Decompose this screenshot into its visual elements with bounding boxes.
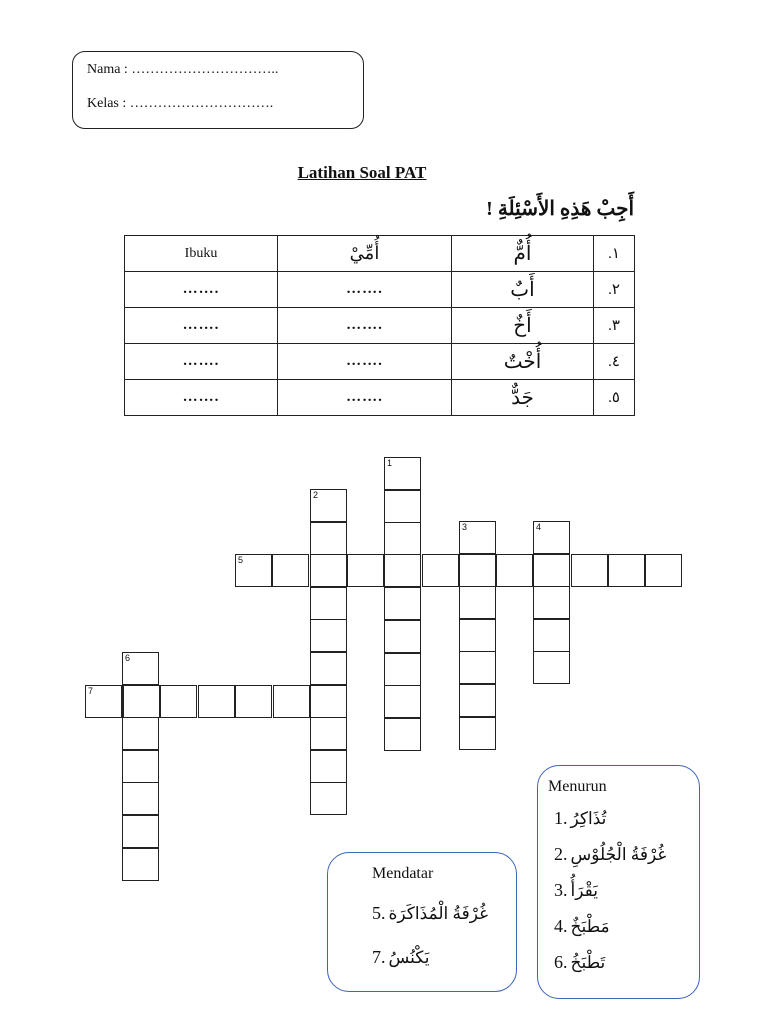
arabic-possessive-cell[interactable]: ……. bbox=[278, 308, 452, 344]
crossword-cell[interactable] bbox=[384, 490, 421, 523]
arabic-possessive-cell[interactable]: ……. bbox=[278, 272, 452, 308]
crossword-cell[interactable] bbox=[459, 651, 496, 684]
crossword-cell[interactable] bbox=[310, 750, 347, 783]
arabic-possessive-cell[interactable]: ……. bbox=[278, 380, 452, 416]
crossword-cell[interactable] bbox=[123, 685, 160, 718]
row-number-cell: ١. bbox=[594, 236, 635, 272]
row-number-cell: ٥. bbox=[594, 380, 635, 416]
crossword-cell[interactable] bbox=[310, 619, 347, 652]
crossword-cell[interactable] bbox=[459, 521, 496, 554]
clue-number-label: 5 bbox=[238, 555, 244, 565]
crossword-cell[interactable] bbox=[384, 522, 421, 555]
clue-text: تُذَاكِرُ bbox=[570, 809, 607, 828]
clue-number-label: 7 bbox=[88, 686, 94, 696]
crossword-cell[interactable] bbox=[310, 554, 347, 587]
crossword-cell[interactable] bbox=[310, 522, 347, 555]
clue-text: مَطْبَخٌ bbox=[570, 917, 610, 936]
crossword-cell[interactable] bbox=[459, 586, 496, 619]
clue-number-label: 6 bbox=[125, 653, 131, 663]
crossword-cell[interactable] bbox=[571, 554, 608, 587]
mendatar-clue bbox=[372, 947, 429, 968]
crossword-cell[interactable] bbox=[310, 717, 347, 750]
crossword-cell[interactable] bbox=[272, 554, 309, 587]
arabic-possessive-cell: أُمِّيْ bbox=[278, 236, 452, 272]
clue-number-label: 2 bbox=[313, 490, 319, 500]
crossword-cell[interactable] bbox=[310, 587, 347, 620]
crossword-cell[interactable] bbox=[122, 782, 159, 815]
mendatar-clue bbox=[372, 903, 488, 924]
crossword-cell[interactable] bbox=[347, 554, 384, 587]
crossword-cell[interactable] bbox=[122, 750, 159, 783]
row-number-cell: ٢. bbox=[594, 272, 635, 308]
crossword-cell[interactable] bbox=[310, 652, 347, 685]
crossword-cell[interactable] bbox=[160, 685, 197, 718]
clue-number-label: 3 bbox=[462, 522, 468, 532]
crossword-cell[interactable] bbox=[310, 489, 347, 522]
menurun-clue bbox=[554, 880, 598, 901]
clue-number: 4. bbox=[554, 916, 568, 936]
crossword-cell[interactable] bbox=[459, 684, 496, 717]
clue-text: يَقْرَأُ bbox=[570, 881, 598, 900]
row-number-cell: ٣. bbox=[594, 308, 635, 344]
crossword-cell[interactable] bbox=[533, 586, 570, 619]
clue-text: تَطْبَخُ bbox=[570, 953, 606, 972]
crossword-cell[interactable] bbox=[273, 685, 310, 718]
name-field[interactable]: Nama : ………………………….. bbox=[87, 62, 279, 77]
clue-text: غُرْفَةُ الْجُلُوْسِ bbox=[570, 845, 667, 864]
clue-number-label: 1 bbox=[387, 458, 393, 468]
clue-number: 5. bbox=[372, 903, 386, 923]
menurun-clue bbox=[554, 808, 606, 829]
crossword-cell[interactable] bbox=[85, 685, 122, 718]
clue-number: 6. bbox=[554, 952, 568, 972]
crossword-cell[interactable] bbox=[122, 848, 159, 881]
clue-number: 2. bbox=[554, 844, 568, 864]
crossword-cell[interactable] bbox=[533, 554, 570, 587]
crossword-cell[interactable] bbox=[384, 554, 421, 587]
page-title: Latihan Soal PAT bbox=[297, 163, 427, 182]
instruction-text: أَجِبْ هَذِهِ الأَسْئِلَةِ ! bbox=[486, 198, 634, 220]
crossword-cell[interactable] bbox=[533, 619, 570, 652]
crossword-cell[interactable] bbox=[384, 620, 421, 653]
crossword-cell[interactable] bbox=[235, 554, 272, 587]
crossword-cell[interactable] bbox=[122, 652, 159, 685]
menurun-clue bbox=[554, 916, 610, 937]
crossword-cell[interactable] bbox=[310, 685, 347, 718]
row-number-cell: ٤. bbox=[594, 344, 635, 380]
crossword-cell[interactable] bbox=[645, 554, 682, 587]
menurun-clue-box bbox=[537, 765, 700, 999]
clue-text: غُرْفَةُ الْمُذَاكَرَة bbox=[388, 904, 489, 923]
crossword-cell[interactable] bbox=[459, 619, 496, 652]
meaning-cell[interactable]: ……. bbox=[125, 380, 278, 416]
menurun-clue bbox=[554, 952, 605, 973]
crossword-cell[interactable] bbox=[235, 685, 272, 718]
word-cell: أُخْتٌ bbox=[452, 344, 594, 380]
mendatar-clue-box bbox=[327, 852, 517, 992]
word-cell: جَدٌّ bbox=[452, 380, 594, 416]
crossword-cell[interactable] bbox=[533, 651, 570, 684]
meaning-cell[interactable]: ……. bbox=[125, 272, 278, 308]
clue-number: 3. bbox=[554, 880, 568, 900]
clue-number: 1. bbox=[554, 808, 568, 828]
crossword-cell[interactable] bbox=[496, 554, 533, 587]
crossword-cell[interactable] bbox=[459, 717, 496, 750]
class-field[interactable]: Kelas : …………………………. bbox=[87, 96, 274, 111]
crossword-cell[interactable] bbox=[310, 782, 347, 815]
crossword-cell[interactable] bbox=[122, 717, 159, 750]
meaning-cell[interactable]: ……. bbox=[125, 308, 278, 344]
clue-number-label: 4 bbox=[536, 522, 542, 532]
crossword-cell[interactable] bbox=[533, 521, 570, 554]
word-cell: أُمٌّ bbox=[452, 236, 594, 272]
clue-number: 7. bbox=[372, 947, 386, 967]
crossword-cell[interactable] bbox=[608, 554, 645, 587]
word-cell: أَخٌ bbox=[452, 308, 594, 344]
word-cell: أَبٌ bbox=[452, 272, 594, 308]
crossword-cell[interactable] bbox=[384, 587, 421, 620]
menurun-title: Menurun bbox=[548, 778, 607, 795]
meaning-cell: Ibuku bbox=[125, 236, 278, 272]
meaning-cell[interactable]: ……. bbox=[125, 344, 278, 380]
menurun-clue bbox=[554, 844, 666, 865]
crossword-cell[interactable] bbox=[198, 685, 235, 718]
crossword-cell[interactable] bbox=[384, 685, 421, 718]
crossword-cell[interactable] bbox=[384, 718, 421, 751]
clue-text: يَكْنُسُ bbox=[388, 948, 430, 967]
crossword-cell[interactable] bbox=[384, 457, 421, 490]
mendatar-title: Mendatar bbox=[372, 865, 434, 882]
crossword-cell[interactable] bbox=[459, 554, 496, 587]
arabic-possessive-cell[interactable]: ……. bbox=[278, 344, 452, 380]
crossword-cell[interactable] bbox=[422, 554, 459, 587]
crossword-cell[interactable] bbox=[384, 653, 421, 686]
crossword-cell[interactable] bbox=[122, 815, 159, 848]
